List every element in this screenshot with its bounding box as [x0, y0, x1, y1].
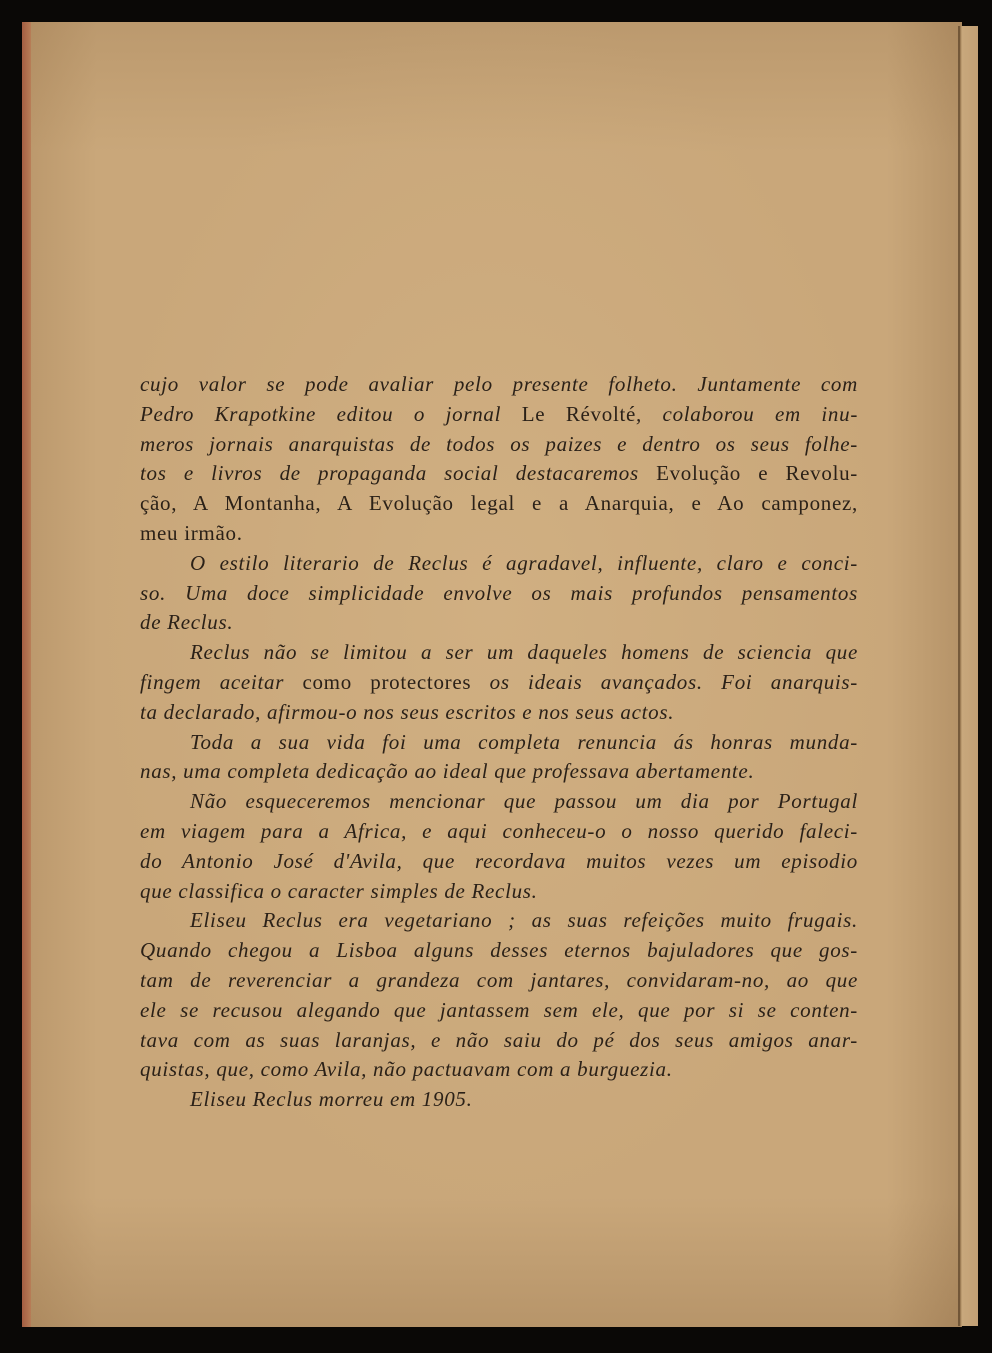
text-line: [140, 996, 858, 1026]
page-fold: [958, 26, 960, 1326]
text-line: [140, 430, 858, 460]
text-segment: nas, uma completa dedicação ao ideal que professava abertamente.: [140, 759, 755, 784]
text-segment: so. Uma doce simplicidade envolve os mais profundos pensamentos: [140, 580, 858, 605]
text-segment: Eliseu Reclus morreu em 1905.: [190, 1087, 473, 1112]
text-segment: ele se recusou alegando que jantassem sem ele, que por si se conten-: [140, 997, 858, 1022]
text-line: [140, 370, 858, 400]
text-segment: tos e livros de propaganda social destacaremos: [140, 461, 657, 486]
paragraph: [140, 549, 858, 638]
text-line: [140, 579, 858, 609]
text-segment: que classifica o caracter simples de Reclus.: [140, 878, 538, 903]
text-line: [140, 400, 858, 430]
text-segment: Eliseu Reclus era vegetariano ; as suas refeições muito frugais.: [190, 908, 858, 933]
text-line: [140, 1085, 858, 1115]
paragraph: [140, 1085, 858, 1115]
next-page-edge: [960, 26, 978, 1326]
text-line: [140, 459, 858, 489]
text-segment: Quando chegou a Lisboa alguns desses eternos bajuladores que gos-: [140, 938, 858, 963]
text-line: [140, 549, 858, 579]
text-line: [140, 906, 858, 936]
text-line: [140, 847, 858, 877]
text-segment: quistas, que, como Avila, não pactuavam com a burguezia.: [140, 1057, 673, 1082]
paragraph: [140, 906, 858, 1085]
text-segment: Le Révolté: [521, 401, 637, 426]
text-line: [140, 638, 858, 668]
text-segment: meu irmão.: [140, 520, 243, 545]
text-segment: de Reclus.: [140, 610, 234, 635]
text-line: [140, 608, 858, 638]
text-segment: Não esqueceremos mencionar que passou um dia por Portugal: [190, 789, 858, 814]
text-segment: tava com as suas laranjas, e não saiu do pé dos seus amigos anar-: [140, 1027, 858, 1052]
body-text: [140, 370, 858, 1115]
paragraph: [140, 787, 858, 906]
text-segment: , colaborou em inu-: [636, 401, 858, 426]
paragraph: [140, 728, 858, 788]
text-segment: fingem aceitar: [140, 669, 303, 694]
text-segment: do Antonio José d'Avila, que recordava muitos vezes um episodio: [140, 848, 858, 873]
text-segment: tam de reverenciar a grandeza com jantares, convidaram-no, ao que: [140, 967, 858, 992]
text-segment: Toda a sua vida foi uma completa renuncia ás honras munda-: [190, 729, 858, 754]
text-segment: ta declarado, afirmou-o nos seus escritos e nos seus actos.: [140, 699, 675, 724]
text-segment: Pedro Krapotkine editou o jornal: [140, 401, 522, 426]
text-line: [140, 728, 858, 758]
text-segment: ção, A Montanha, A Evolução legal e a Anarquia, e Ao camponez,: [140, 491, 858, 516]
paragraph: [140, 370, 858, 549]
text-segment: os ideais avançados. Foi anarquis-: [471, 669, 858, 694]
text-line: [140, 877, 858, 907]
text-line: [140, 787, 858, 817]
text-line: [140, 1026, 858, 1056]
text-line: [140, 489, 858, 519]
text-segment: Evolução e Revolu-: [656, 461, 858, 486]
text-segment: meros jornais anarquistas de todos os paizes e dentro os seus folhe-: [140, 431, 858, 456]
text-line: [140, 936, 858, 966]
text-line: [140, 519, 858, 549]
text-segment: O estilo literario de Reclus é agradavel, influente, claro e conci-: [190, 550, 858, 575]
text-line: [140, 668, 858, 698]
text-segment: Reclus não se limitou a ser um daqueles homens de sciencia que: [190, 640, 858, 665]
text-line: [140, 1055, 858, 1085]
text-line: [140, 817, 858, 847]
text-segment: como protectores: [302, 669, 472, 694]
text-line: [140, 757, 858, 787]
paragraph: [140, 638, 858, 727]
text-line: [140, 966, 858, 996]
text-segment: em viagem para a Africa, e aqui conheceu-o o nosso querido faleci-: [140, 818, 858, 843]
binding-edge: [22, 22, 31, 1327]
text-segment: cujo valor se pode avaliar pelo presente folheto. Juntamente com: [140, 372, 858, 396]
text-line: [140, 698, 858, 728]
